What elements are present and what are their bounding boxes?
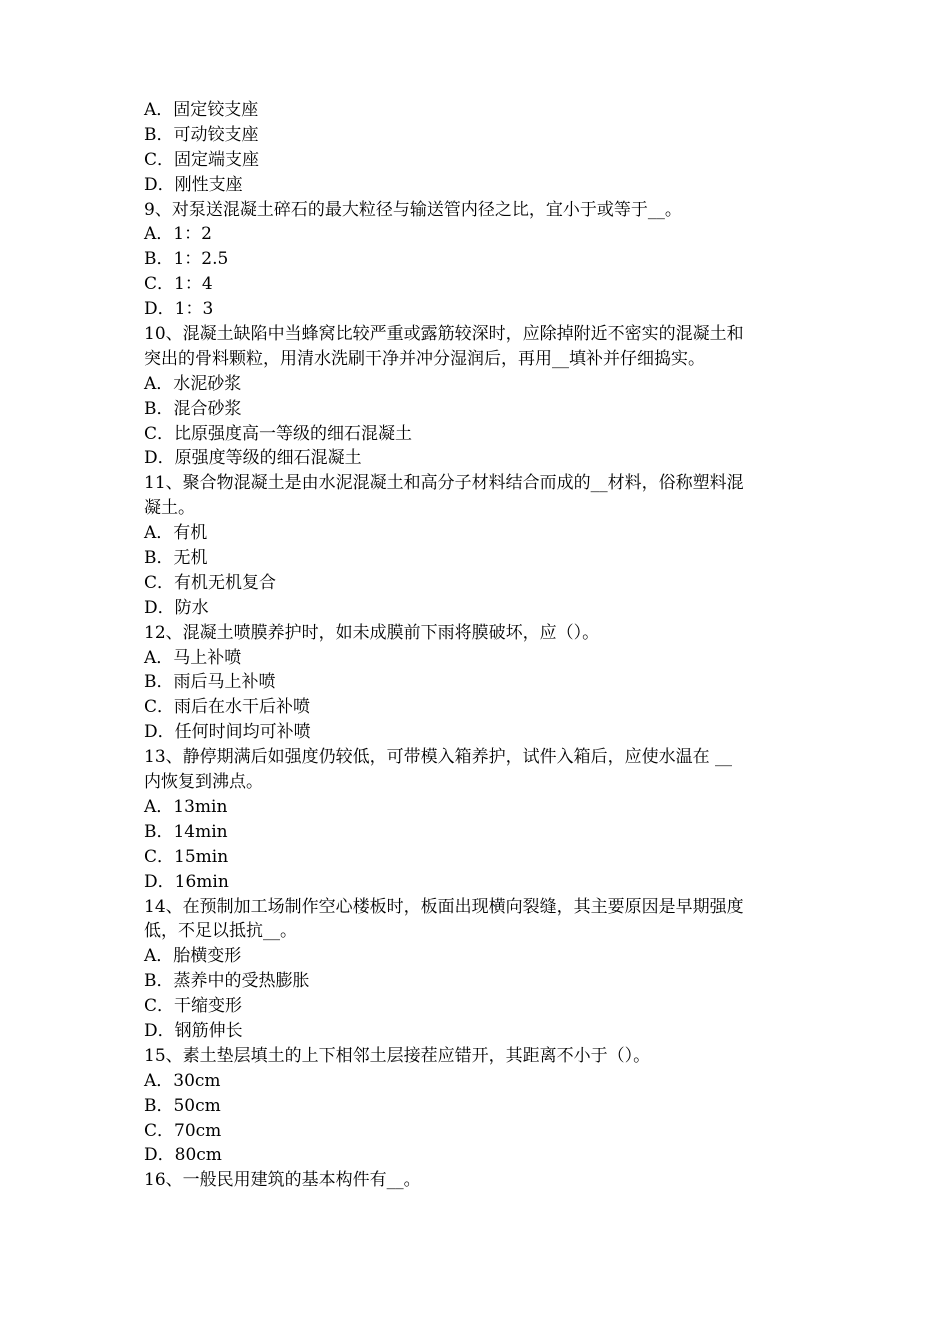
answer-option: B．雨后马上补喷 [144,672,276,693]
question-text-line: 16、一般民用建筑的基本构件有__。 [144,1170,421,1191]
answer-option: B．14min [144,821,228,842]
answer-option: D．1：3 [144,299,214,320]
answer-option: A．30cm [144,1070,221,1091]
question-text-line: 低，不足以抵抗__。 [144,921,297,942]
answer-option: D．16min [144,871,229,892]
question-stem [144,471,810,521]
question-text-line: 11、聚合物混凝土是由水泥混凝土和高分子材料结合而成的__材料，俗称塑料混 [144,473,744,494]
answer-option: C．70cm [144,1120,222,1141]
answer-option: B．1：2.5 [144,249,229,270]
question-text-line: 14、在预制加工场制作空心楼板时，板面出现横向裂缝，其主要原因是早期强度 [144,896,744,917]
question-stem [144,198,810,223]
answer-option: C．15min [144,846,229,867]
answer-option: B．可动铰支座 [144,124,259,145]
answer-option: B．混合砂浆 [144,398,242,419]
answer-option: A．马上补喷 [144,647,242,668]
question-text-line: 内恢复到沸点。 [144,772,263,793]
answer-option: C．雨后在水干后补喷 [144,697,311,718]
answer-option: B．50cm [144,1095,221,1116]
question-stem [144,745,810,795]
answer-option: D．刚性支座 [144,174,243,195]
question-text-line: 15、素土垫层填土的上下相邻土层接茬应错开，其距离不小于（）。 [144,1045,651,1066]
question-text-line: 10、混凝土缺陷中当蜂窝比较严重或露筋较深时，应除掉附近不密实的混凝土和 [144,324,744,345]
answer-option: D．钢筋伸长 [144,1020,243,1041]
answer-option: C．有机无机复合 [144,572,277,593]
question-text-line: 12、混凝土喷膜养护时，如未成膜前下雨将膜破坏，应（）。 [144,622,600,643]
answer-option: C．1：4 [144,274,213,295]
question-text-line: 13、静停期满后如强度仍较低，可带模入箱养护，试件入箱后，应使水温在 __ [144,747,733,768]
question-stem [144,322,810,372]
question-stem [144,895,810,945]
answer-option: D．防水 [144,597,209,618]
answer-option: C．干缩变形 [144,996,243,1017]
answer-option: D．原强度等级的细石混凝土 [144,448,362,469]
answer-option: C．比原强度高一等级的细石混凝土 [144,423,413,444]
answer-option: A．1：2 [144,224,212,245]
answer-option: D．80cm [144,1145,222,1166]
question-stem [144,1168,810,1193]
question-stem [144,1044,810,1069]
question-stem [144,621,810,646]
answer-option: B．无机 [144,548,208,569]
answer-option: A．13min [144,796,228,817]
answer-option: B．蒸养中的受热膨胀 [144,971,310,992]
document-page [144,98,810,1193]
answer-option: C．固定端支座 [144,149,260,170]
question-text-line: 凝土。 [144,498,195,519]
question-text-line: 突出的骨料颗粒，用清水洗刷干净并冲分湿润后，再用__填补并仔细捣实。 [144,348,705,369]
answer-option: A．胎横变形 [144,946,242,967]
question-text-line: 9、对泵送混凝土碎石的最大粒径与输送管内径之比，宜小于或等于__。 [144,199,682,220]
answer-option: A．固定铰支座 [144,100,259,120]
answer-option: D．任何时间均可补喷 [144,722,311,743]
answer-option: A．有机 [144,523,208,544]
answer-option: A．水泥砂浆 [144,373,242,394]
